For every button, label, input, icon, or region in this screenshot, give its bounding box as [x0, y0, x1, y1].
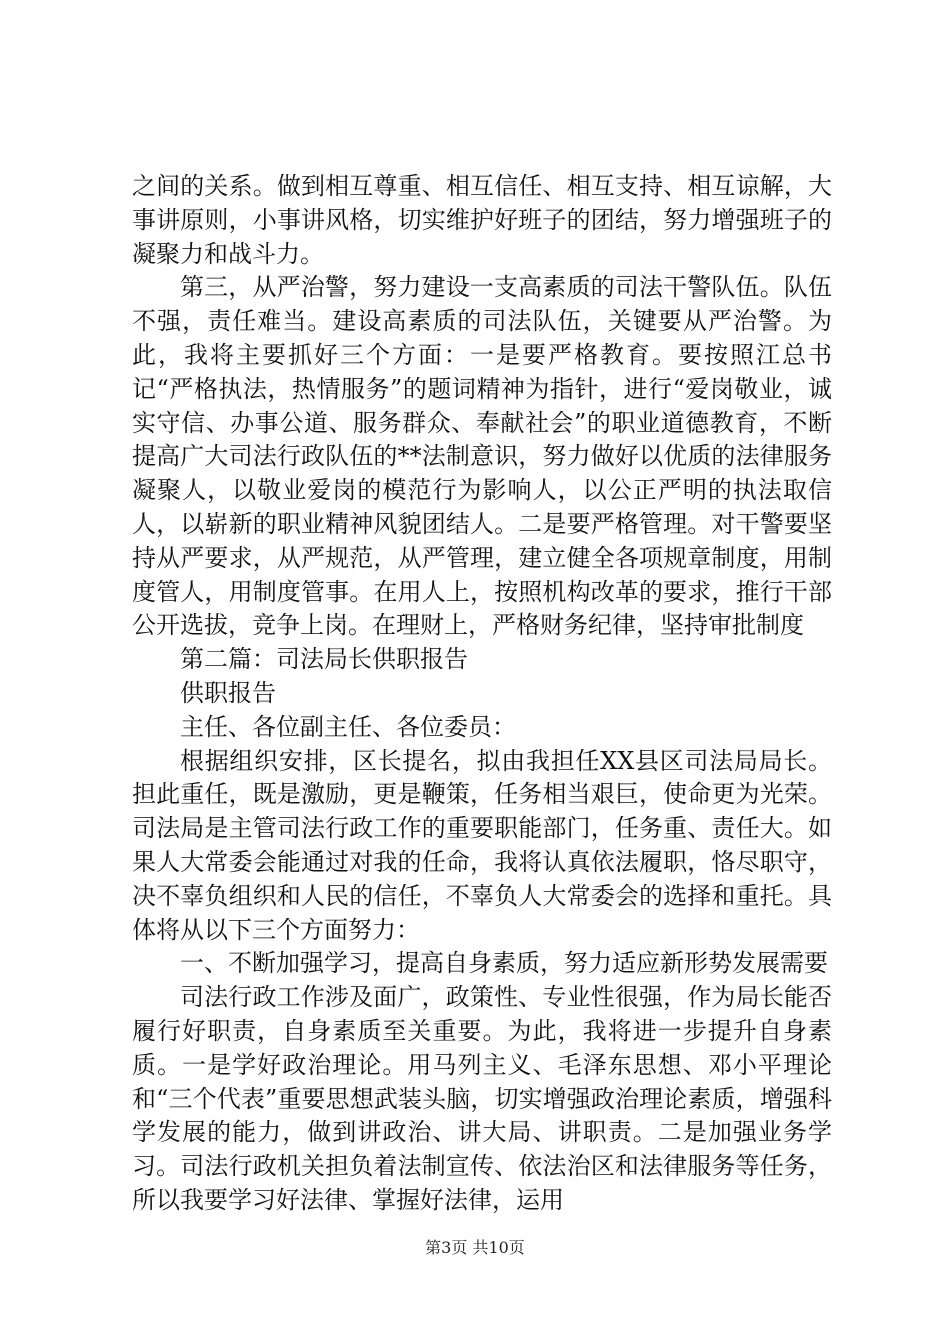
paragraph-2: 第三，从严治警，努力建设一支高素质的司法干警队伍。队伍不强，责任难当。建设高素质的司法队伍，关键要从严治警。为此，我将主要抓好三个方面：一是要严格教育。要按照江总书记“严格执法，热情服务”的题词精神为指针，进行“爱岗敬业，诚实守信、办事公道、服务群众、奉献社会”的职业道德教育，不断提高广大司法行政队伍的**法制意识，努力做好以优质的法律服务凝聚人，以敬业爱岗的模范行为影响人，以公正严明的执法取信人，以崭新的职业精神风貌团结人。二是要严格管理。对干警要坚持从严要求，从严规范，从严管理，建立健全各项规章制度，用制度管人，用制度管事。在用人上，按照机构改革的要求，推行干部公开选拔，竞争上岗。在理财上，严格财务纪律，坚持审批制度 [132, 273, 832, 640]
paragraph-8: 司法行政工作涉及面广，政策性、专业性很强，作为局长能否履行好职责，自身素质至关重要。为此，我将进一步提升自身素质。一是学好政治理论。用马列主义、毛泽东思想、邓小平理论和“三个代表”重要思想武装头脑，切实增强政治理论素质，增强科学发展的能力，做到讲政治、讲大局、讲职责。二是加强业务学习。司法行政机关担负着法制宣传、依法治区和法律服务等任务，所以我要学习好法律、掌握好法律，运用 [132, 983, 832, 1214]
report-title: 供职报告 [180, 678, 276, 707]
paragraph-6: 根据组织安排，区长提名，拟由我担任XX县区司法局局长。担此重任，既是激励，更是鞭策，任务相当艰巨，使命更为光荣。司法局是主管司法行政工作的重要职能部门，任务重、责任大。如果人大常委会能通过对我的任命，我将认真依法履职，恪尽职守，决不辜负组织和人民的信任，不辜负人大常委会的选择和重托。具体将从以下三个方面努力： [132, 746, 832, 944]
paragraph-1: 之间的关系。做到相互尊重、相互信任、相互支持、相互谅解，大事讲原则，小事讲风格，切实维护好班子的团结，努力增强班子的凝聚力和战斗力。 [132, 172, 832, 268]
point-heading-1: 一、不断加强学习，提高自身素质，努力适应新形势发展需要 [180, 949, 828, 978]
page-number-footer: 第3页 共10页 [425, 1238, 525, 1257]
document-body [132, 170, 832, 1218]
section-heading: 第二篇：司法局长供职报告 [180, 645, 468, 674]
salutation: 主任、各位副主任、各位委员： [180, 712, 516, 741]
